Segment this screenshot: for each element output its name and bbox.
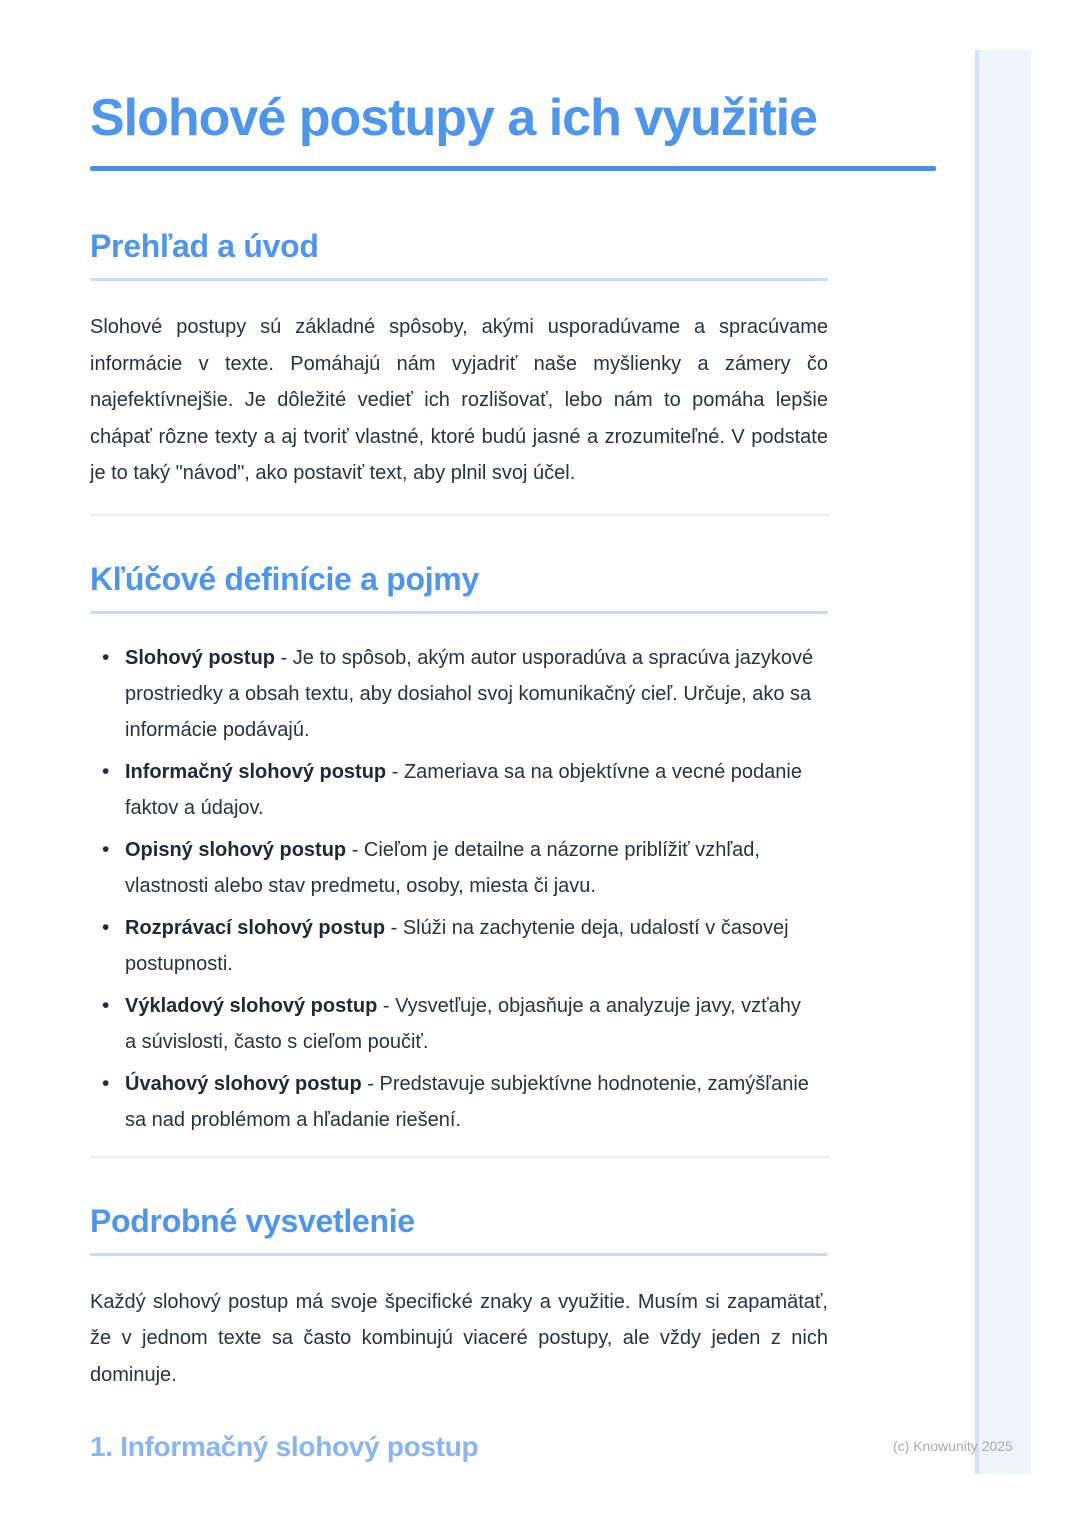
title-rule bbox=[90, 166, 936, 171]
list-item bbox=[90, 640, 814, 748]
definition-text: Vysvetľuje, objasňuje a analyzuje javy, vzťahy a súvislosti, často s cieľom poučiť. bbox=[125, 994, 801, 1053]
heading-rule-definitions bbox=[90, 611, 828, 614]
definition-separator: - bbox=[275, 646, 293, 669]
definition-separator: - bbox=[386, 760, 404, 783]
heading-rule-overview bbox=[90, 278, 828, 281]
definition-separator: - bbox=[361, 1072, 380, 1095]
definition-term: Úvahový slohový postup bbox=[125, 1072, 362, 1095]
section-divider bbox=[90, 1156, 830, 1158]
section-heading-overview: Prehľad a úvod bbox=[90, 228, 319, 264]
list-item bbox=[90, 832, 814, 904]
definition-term: Opisný slohový postup bbox=[125, 838, 347, 861]
definition-text: Predstavuje subjektívne hodnotenie, zamýšľanie sa nad problémom a hľadanie riešení. bbox=[125, 1072, 809, 1131]
section-heading-detail: Podrobné vysvetlenie bbox=[90, 1202, 415, 1239]
list-item bbox=[90, 988, 814, 1060]
copyright-note: (c) Knowunity 2025 bbox=[893, 1438, 1013, 1454]
definition-term: Výkladový slohový postup bbox=[125, 994, 378, 1017]
page-title: Slohové postupy a ich využitie bbox=[90, 89, 818, 147]
definition-separator: - bbox=[346, 838, 364, 861]
section-heading-definitions: Kľúčové definície a pojmy bbox=[90, 560, 479, 597]
definition-text: Zameriava sa na objektívne a vecné podanie faktov a údajov. bbox=[125, 760, 802, 819]
document-content bbox=[90, 0, 936, 1465]
definition-separator: - bbox=[385, 916, 403, 939]
definitions-list bbox=[90, 640, 814, 1138]
definition-term: Informačný slohový postup bbox=[125, 760, 387, 783]
list-item bbox=[90, 1066, 814, 1138]
overview-paragraph: Slohové postupy sú základné spôsoby, akými usporadúvame a spracúvame informácie v texte. Pomáhajú nám vyjadriť naše myšlienky a zámery čo najefektívnejšie. Je dôležité vedieť ich rozlišovať, lebo nám to pomáha lepšie chápať rôzne texty a aj tvoriť vlastné, ktoré budú jasné a zrozumiteľné. V podstate je to taký "návod", ako postaviť text, aby plnil svoj účel. bbox=[90, 316, 828, 484]
definition-separator: - bbox=[377, 994, 396, 1017]
definition-text: Cieľom je detailne a názorne priblížiť vzhľad, vlastnosti alebo stav predmetu, osoby, miesta či javu. bbox=[125, 838, 760, 897]
section-divider bbox=[90, 514, 830, 516]
definition-text: Je to spôsob, akým autor usporadúva a spracúva jazykové prostriedky a obsah textu, aby dosiahol svoj komunikačný cieľ. Určuje, ako sa informácie podávajú. bbox=[125, 646, 814, 741]
definition-text: Slúži na zachytenie deja, udalostí v časovej postupnosti. bbox=[125, 916, 789, 975]
list-item bbox=[90, 754, 814, 826]
detail-paragraph: Každý slohový postup má svoje špecifické znaky a využitie. Musím si zapamätať, že v jednom texte sa často kombinujú viaceré postupy, ale vždy jeden z nich dominuje. bbox=[90, 1290, 828, 1386]
list-item bbox=[90, 910, 814, 982]
definition-term: Rozprávací slohový postup bbox=[125, 916, 386, 939]
subsection-heading: 1. Informačný slohový postup bbox=[90, 1431, 479, 1462]
definition-term: Slohový postup bbox=[125, 646, 275, 669]
heading-rule-detail bbox=[90, 1253, 828, 1256]
page-edge-stripe bbox=[975, 50, 1031, 1474]
